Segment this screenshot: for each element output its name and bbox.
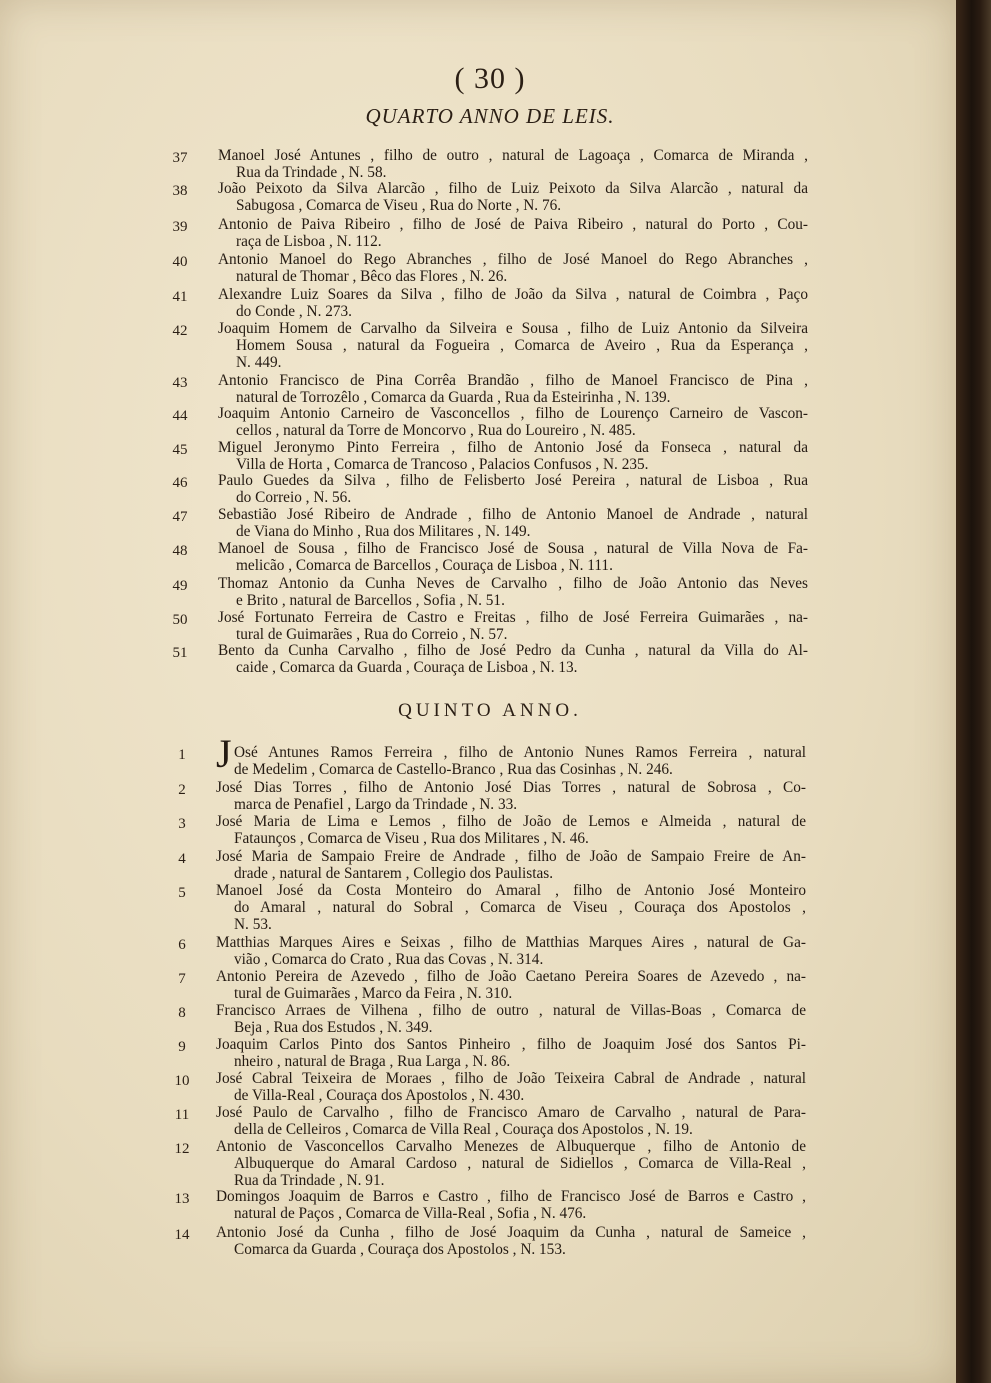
- entry-line: José Maria de Sampaio Freire de Andrade , filho de João de Sampaio Freire de An-: [216, 848, 806, 865]
- entry-line: Manoel José da Costa Monteiro do Amaral , filho de Antonio José Monteiro: [216, 882, 806, 899]
- entry-line: Matthias Marques Aires e Seixas , filho de Matthias Marques Aires , natural de Ga-: [216, 934, 806, 951]
- entry-line: raça de Lisboa , N. 112.: [236, 233, 382, 250]
- entry-line: natural de Paços , Comarca de Villa-Real , Sofia , N. 476.: [234, 1205, 587, 1222]
- entry-line: José Fortunato Ferreira de Castro e Freitas , filho de José Ferreira Guimarães , na-: [218, 609, 808, 626]
- entry-line: N. 449.: [236, 354, 282, 371]
- entry-line: tural de Guimarães , Rua do Correio , N. 57.: [236, 626, 508, 643]
- entry-line: Joaquim Homem de Carvalho da Silveira e Sousa , filho de Luiz Antonio da Silveira: [218, 320, 808, 337]
- entry-line: Sabugosa , Comarca de Viseu , Rua do Norte , N. 76.: [236, 197, 562, 214]
- entry-number: 8: [178, 1005, 186, 1021]
- entry-text: [218, 405, 808, 439]
- entry-text: [216, 813, 806, 847]
- entry-text: [218, 216, 808, 250]
- entry-number: 46: [172, 475, 188, 491]
- entry-line: João Peixoto da Silva Alarcão , filho de Luiz Peixoto da Silva Alarcão , natural da: [218, 180, 808, 197]
- page-number: ( 30 ): [454, 62, 526, 95]
- entry-text: [216, 1188, 806, 1222]
- entry-text: [218, 286, 808, 320]
- entry-line: Homem Sousa , natural da Fogueira , Comarca de Aveiro , Rua da Esperança ,: [236, 337, 808, 354]
- entry-line: Comarca da Guarda , Couraça dos Apostolos , N. 153.: [234, 1241, 566, 1258]
- entry-line: do Amaral , natural do Sobral , Comarca de Viseu , Couraça dos Apostolos ,: [234, 899, 806, 916]
- entry-text: [218, 251, 808, 285]
- entry-number: 48: [172, 543, 188, 559]
- entry-number: 39: [172, 219, 188, 235]
- entry-line: tural de Guimarães , Marco da Feira , N. 310.: [234, 985, 513, 1002]
- entry-text: [216, 934, 806, 968]
- entry-number: 13: [174, 1191, 190, 1207]
- entry-line: Alexandre Luiz Soares da Silva , filho de João da Silva , natural de Coimbra , Paço: [218, 286, 808, 303]
- entry-line: e Brito , natural de Barcellos , Sofia , N. 51.: [236, 592, 505, 609]
- entry-text: [216, 1002, 806, 1036]
- entry-line: drade , natural de Santarem , Collegio dos Paulistas.: [234, 865, 554, 882]
- entry-number: 42: [172, 323, 188, 339]
- entry-line: melicão , Comarca de Barcellos , Couraça de Lisboa , N. 111.: [236, 557, 613, 574]
- entry-line: Albuquerque do Amaral Cardoso , natural de Sidiellos , Comarca de Villa-Real ,: [234, 1155, 806, 1172]
- entry-line: José Cabral Teixeira de Moraes , filho de João Teixeira Cabral de Andrade , natural: [216, 1070, 806, 1087]
- entry-line: Antonio de Vasconcellos Carvalho Menezes de Albuquerque , filho de Antonio de: [216, 1138, 806, 1155]
- entry-line: Antonio Manoel do Rego Abranches , filho de José Manoel do Rego Abranches ,: [218, 251, 808, 268]
- entry-number: 37: [172, 150, 188, 166]
- entry-text: [216, 1138, 806, 1189]
- entry-line: Antonio José da Cunha , filho de José Joaquim da Cunha , natural de Sameice ,: [216, 1224, 806, 1241]
- entry-line: cellos , natural da Torre de Moncorvo , Rua do Loureiro , N. 485.: [236, 422, 636, 439]
- entry-number: 49: [172, 578, 188, 594]
- entry-line: Villa de Horta , Comarca de Trancoso , Palacios Confusos , N. 235.: [236, 456, 649, 473]
- entry-number: 4: [178, 851, 186, 867]
- entry-text: [216, 848, 806, 882]
- entry-line: José Dias Torres , filho de Antonio José Dias Torres , natural de Sobrosa , Co-: [216, 779, 806, 796]
- entry-line: do Conde , N. 273.: [236, 303, 352, 320]
- entry-number: 11: [174, 1107, 190, 1123]
- entry-line: Antonio Francisco de Pina Corrêa Brandão , filho de Manoel Francisco de Pina ,: [218, 372, 808, 389]
- entry-number: 5: [178, 885, 186, 901]
- book-spine: [956, 0, 991, 1383]
- entry-text: [218, 320, 808, 371]
- entry-line: de Medelim , Comarca de Castello-Branco , Rua das Cosinhas , N. 246.: [234, 761, 673, 778]
- entry-text: [218, 372, 808, 406]
- entry-number: 44: [172, 408, 188, 424]
- entry-text: [218, 642, 808, 676]
- entry-line: Paulo Guedes da Silva , filho de Felisberto José Pereira , natural de Lisboa , Rua: [218, 472, 808, 489]
- entry-line: Sebastião José Ribeiro de Andrade , filho de Antonio Manoel de Andrade , natural: [218, 506, 808, 523]
- entry-line: José Paulo de Carvalho , filho de Francisco Amaro de Carvalho , natural de Para-: [216, 1104, 806, 1121]
- entry-line: Joaquim Antonio Carneiro de Vasconcellos , filho de Lourenço Carneiro de Vascon-: [218, 405, 808, 422]
- entry-line: Manoel José Antunes , filho de outro , natural de Lagoaça , Comarca de Miranda ,: [218, 147, 808, 164]
- drop-cap: J: [216, 731, 232, 776]
- entry-number: 10: [174, 1073, 190, 1089]
- entry-text: [216, 1104, 806, 1138]
- entry-number: 45: [172, 442, 188, 458]
- entry-text: [218, 506, 808, 540]
- entry-line: Miguel Jeronymo Pinto Ferreira , filho de Antonio José da Fonseca , natural da: [218, 439, 808, 456]
- entry-line: Fataunços , Comarca de Viseu , Rua dos Militares , N. 46.: [234, 830, 589, 847]
- entry-line: N. 53.: [234, 916, 272, 933]
- entry-number: 43: [172, 375, 188, 391]
- entry-line: Thomaz Antonio da Cunha Neves de Carvalho , filho de João Antonio das Neves: [218, 575, 808, 592]
- entry-number: 40: [172, 254, 188, 270]
- entry-number: 50: [172, 612, 188, 628]
- entry-number: 1: [178, 747, 186, 763]
- entry-number: 51: [172, 645, 188, 661]
- entry-line: Manoel de Sousa , filho de Francisco José de Sousa , natural de Villa Nova de Fa-: [218, 540, 808, 557]
- entry-text: [216, 1070, 806, 1104]
- entry-number: 3: [178, 816, 186, 832]
- entry-text: [218, 472, 808, 506]
- entry-text: [218, 609, 808, 643]
- entry-number: 38: [172, 183, 188, 199]
- entry-number: 12: [174, 1141, 190, 1157]
- entry-text: [218, 147, 808, 181]
- entry-line: Rua da Trindade , N. 91.: [234, 1172, 385, 1189]
- entry-line: natural de Torrozêlo , Comarca da Guarda , Rua da Esteirinha , N. 139.: [236, 389, 671, 406]
- entry-line: Antonio Pereira de Azevedo , filho de João Caetano Pereira Soares de Azevedo , na-: [216, 968, 806, 985]
- entry-number: 41: [172, 289, 188, 305]
- entry-text: [216, 1224, 806, 1258]
- section-title-quarto-anno: QUARTO ANNO DE LEIS.: [365, 104, 615, 128]
- entry-text: [216, 779, 806, 813]
- entry-line: José Maria de Lima e Lemos , filho de João de Lemos e Almeida , natural de: [216, 813, 806, 830]
- entry-number: 7: [178, 971, 186, 987]
- entry-line: Domingos Joaquim de Barros e Castro , filho de Francisco José de Barros e Castro ,: [216, 1188, 806, 1205]
- entry-line: vião , Comarca do Crato , Rua das Covas , N. 314.: [234, 951, 544, 968]
- entry-line: della de Celleiros , Comarca de Villa Real , Couraça dos Apostolos , N. 19.: [234, 1121, 693, 1138]
- entry-line: Francisco Arraes de Vilhena , filho de outro , natural de Villas-Boas , Comarca de: [216, 1002, 806, 1019]
- entry-line: de Villa-Real , Couraça dos Apostolos , N. 430.: [234, 1087, 525, 1104]
- entry-line: Joaquim Carlos Pinto dos Santos Pinheiro , filho de Joaquim José dos Santos Pi-: [216, 1036, 806, 1053]
- entry-line: Rua da Trindade , N. 58.: [236, 164, 387, 181]
- entry-text: [218, 540, 808, 574]
- entry-text: [216, 744, 806, 778]
- entry-line: caide , Comarca da Guarda , Couraça de Lisboa , N. 13.: [236, 659, 578, 676]
- entry-line: do Correio , N. 56.: [236, 489, 352, 506]
- entry-line: Beja , Rua dos Estudos , N. 349.: [234, 1019, 433, 1036]
- entry-number: 14: [174, 1227, 190, 1243]
- entry-text: [218, 180, 808, 214]
- entry-text: [218, 439, 808, 473]
- entry-number: 6: [178, 937, 186, 953]
- entry-line: de Viana do Minho , Rua dos Militares , N. 149.: [236, 523, 531, 540]
- entry-number: 9: [178, 1039, 186, 1055]
- entry-number: 2: [178, 782, 186, 798]
- entry-line: Bento da Cunha Carvalho , filho de José Pedro da Cunha , natural da Villa do Al-: [218, 642, 808, 659]
- entry-number: 47: [172, 509, 188, 525]
- entry-text: [216, 968, 806, 1002]
- entry-line: nheiro , natural de Braga , Rua Larga , N. 86.: [234, 1053, 511, 1070]
- section-title-quinto-anno: QUINTO ANNO.: [398, 700, 582, 721]
- entry-line: marca de Penafiel , Largo da Trindade , N. 33.: [234, 796, 518, 813]
- entry-text: [216, 1036, 806, 1070]
- entry-text: [218, 575, 808, 609]
- entry-line: Antonio de Paiva Ribeiro , filho de José de Paiva Ribeiro , natural do Porto , Cou-: [218, 216, 808, 233]
- entry-text: [216, 882, 806, 933]
- entry-line: Osé Antunes Ramos Ferreira , filho de Antonio Nunes Ramos Ferreira , natural: [234, 744, 806, 761]
- entry-line: natural de Thomar , Bêco das Flores , N. 26.: [236, 268, 508, 285]
